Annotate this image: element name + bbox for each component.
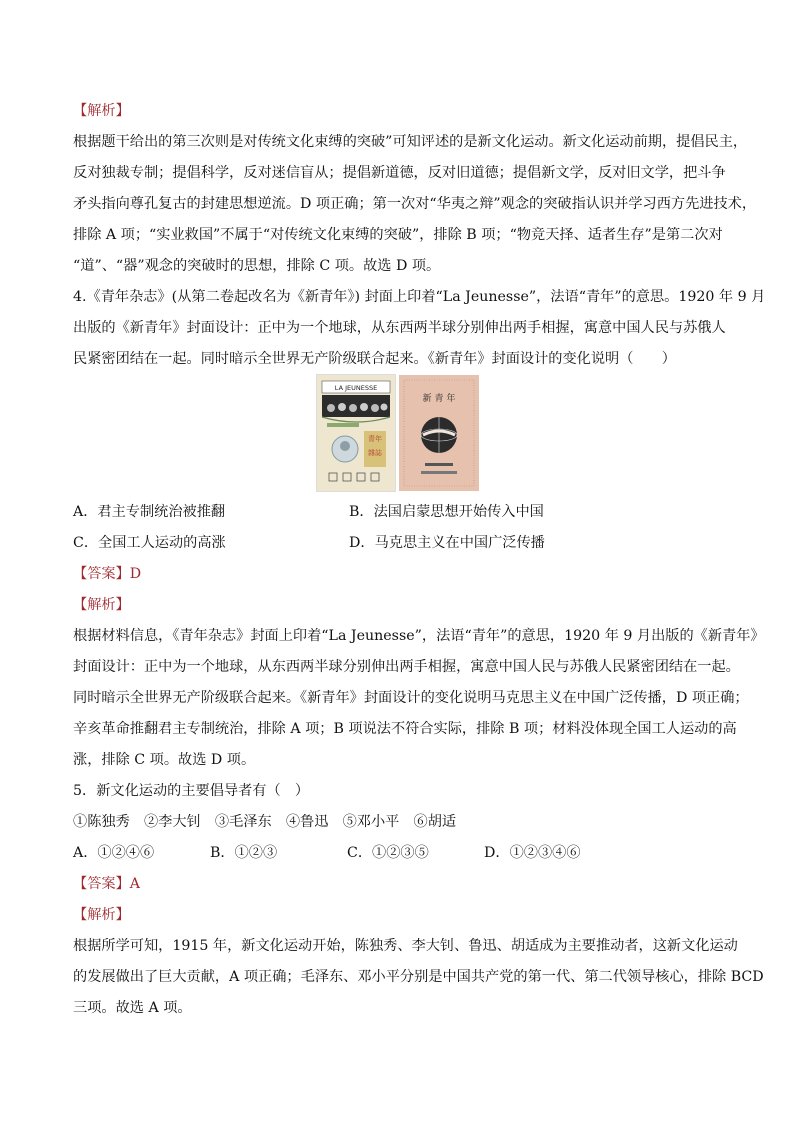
qingnian-zazhi-cover [317,375,395,491]
option-b[interactable]: B．法国启蒙思想开始传入中国 [349,504,544,520]
xin-qingnian-cover [399,375,479,491]
answer-line [73,869,723,900]
question-4-line: 民紧密团结在一起。同时暗示全世界无产阶级联合起来。《新青年》封面设计的变化说明（ ） [73,351,676,367]
cover1-art [317,375,395,491]
analysis-line: 反对独裁专制；提倡科学，反对迷信盲从；提倡新道德，反对旧道德；提倡新文学，反对旧文学，把斗争 [73,165,726,181]
analysis-line: 矛头指向尊孔复古的封建思想逆流。D 项正确；第一次对“华夷之辩”观念的突破指认识并学习西方先进技术， [73,196,757,212]
document-page [73,96,766,1024]
option-c[interactable]: C．①②③⑤ [347,845,429,861]
question-4-options-row [73,528,723,559]
analysis-tag: 【解析】 [73,103,130,119]
analysis-line: 三项。故选 A 项。 [73,1000,192,1016]
question-5-stem: 5．新文化运动的主要倡导者有（ ） [73,783,310,799]
analysis-line: 同时暗示全世界无产阶级联合起来。《新青年》封面设计的变化说明马克思主义在中国广泛传播，D 项正确； [73,690,749,706]
cover1-side-title: 青年 [368,435,382,443]
analysis-tag: 【解析】 [73,597,130,613]
question-4-options-row [73,497,723,528]
option-b[interactable]: B．①②③ [210,845,278,861]
question-4-line: 出版的《新青年》封面设计：正中为一个地球，从东西两半球分别伸出两手相握，寓意中国人民与苏俄人 [73,320,726,336]
analysis-line: 的发展做出了巨大贡献，A 项正确；毛泽东、邓小平分别是中国共产党的第一代、第二代领导核心，排除 BCD [73,969,764,985]
analysis-line: 封面设计：正中为一个地球，从东西两半球分别伸出两手相握，寓意中国人民与苏俄人民紧密团结在一起。 [73,659,740,675]
question-4-line: 4.《青年杂志》(从第二卷起改名为《新青年》) 封面上印着“La Jeunesse”，法语“青年”的意思。1920 年 9 月 [73,289,766,305]
analysis-line: 排除 A 项；“实业救国”不属于“对传统文化束缚的突破”，排除 B 项；“物竞天择、适者生存”是第二次对 [73,227,723,243]
analysis-line: 根据材料信息，《青年杂志》封面上印着“La Jeunesse”，法语“青年”的意思，1920 年 9 月出版的《新青年》 [73,628,765,644]
analysis-line: “道”、“器”观念的突破时的思想，排除 C 项。故选 D 项。 [73,258,441,274]
answer-line [73,559,723,590]
option-a[interactable]: A．君主专制统治被推翻 [73,504,226,520]
cover1-title: LA JEUNESSE [334,384,378,392]
magazine-covers-figure [73,375,723,491]
analysis-line: 辛亥革命推翻君主专制统治，排除 A 项；B 项说法不符合实际，排除 B 项；材料没体现全国工人运动的高 [73,721,737,737]
answer-value: D [129,566,142,582]
option-a[interactable]: A．①②④⑥ [73,845,155,861]
svg-text:雜誌: 雜誌 [368,449,382,457]
answer-tag: 【答案】 [73,876,130,892]
option-d[interactable]: D．马克思主义在中国广泛传播 [349,535,545,551]
option-d[interactable]: D．①②③④⑥ [484,845,581,861]
cover2-title: 新 青 年 [422,394,456,404]
cover2-art [399,375,479,491]
analysis-tag: 【解析】 [73,907,130,923]
analysis-line: 涨，排除 C 项。故选 D 项。 [73,752,256,768]
analysis-line: 根据所学可知，1915 年，新文化运动开始，陈独秀、李大钊、鲁迅、胡适成为主要推动者，这新文化运动 [73,938,738,954]
question-5-options-row [73,838,723,869]
answer-value: A [129,876,141,892]
analysis-line: 根据题干给出的第三次则是对传统文化束缚的突破”可知评述的是新文化运动。新文化运动前期，提倡民主， [73,134,748,150]
answer-tag: 【答案】 [73,566,130,582]
question-5-items: ①陈独秀 ②李大钊 ③毛泽东 ④鲁迅 ⑤邓小平 ⑥胡适 [73,814,457,830]
option-c[interactable]: C．全国工人运动的高涨 [73,535,226,551]
